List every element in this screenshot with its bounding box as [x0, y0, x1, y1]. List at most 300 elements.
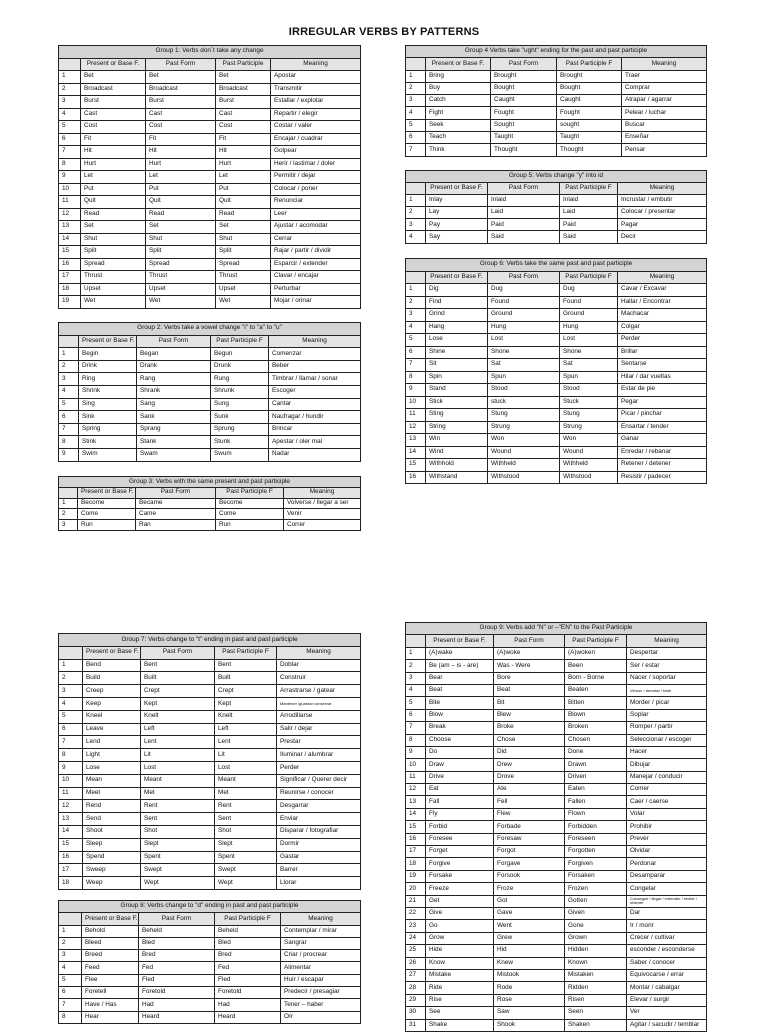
row-number: 7	[59, 736, 83, 749]
table-row	[59, 787, 361, 800]
meaning: Clavar / encajar	[271, 271, 361, 284]
table-row	[59, 962, 361, 974]
row-number: 8	[59, 158, 81, 171]
present-form: Thrust	[81, 271, 146, 284]
present-form: Drive	[426, 771, 494, 783]
table-row	[406, 982, 707, 994]
past-participle: Hidden	[565, 945, 627, 957]
row-number: 1	[406, 70, 426, 82]
meaning: Atrapar / agarrar	[622, 95, 707, 107]
table-row	[406, 384, 707, 397]
column-header: Meaning	[277, 646, 361, 659]
present-form: Grow	[426, 932, 494, 944]
row-number: 14	[406, 446, 426, 459]
present-form: Shine	[426, 346, 488, 359]
table-row	[406, 396, 707, 409]
table-row	[406, 132, 707, 144]
table-row	[59, 398, 361, 411]
present-form: Send	[83, 813, 141, 826]
table-row	[59, 183, 361, 196]
verb-table-g4	[405, 45, 707, 157]
table-row	[406, 309, 707, 322]
column-header	[59, 646, 83, 659]
table-row	[59, 974, 361, 986]
table-row	[406, 471, 707, 484]
present-form: Sing	[79, 398, 137, 411]
row-number: 11	[59, 787, 83, 800]
column-header	[406, 635, 426, 647]
column-header	[406, 58, 426, 70]
meaning: Brincar	[269, 423, 361, 436]
past-participle: Born - Borne	[565, 672, 627, 684]
present-form: Withstand	[426, 471, 488, 484]
past-form: Set	[146, 221, 216, 234]
meaning: Disparar / fotografiar	[277, 825, 361, 838]
past-participle: Ground	[560, 309, 618, 322]
row-number: 4	[406, 321, 426, 334]
present-form: Have / Has	[82, 999, 139, 1011]
past-participle: Cast	[216, 108, 271, 121]
row-number: 9	[406, 384, 426, 397]
table-row	[59, 864, 361, 877]
past-participle: Come	[216, 509, 284, 520]
row-number: 2	[59, 360, 79, 373]
present-form: Sting	[426, 409, 488, 422]
present-form: Mean	[83, 774, 141, 787]
table-row	[59, 171, 361, 184]
past-form: Lost	[488, 334, 560, 347]
row-number: 13	[59, 813, 83, 826]
table-row	[406, 932, 707, 944]
past-form: Won	[488, 434, 560, 447]
present-form: Ride	[426, 982, 494, 994]
table-row	[406, 321, 707, 334]
row-number: 5	[59, 398, 79, 411]
group-caption: Group 3: Verbs with the same present and past participle	[59, 477, 361, 488]
past-form: Fled	[139, 974, 215, 986]
past-participle: Broadcast	[216, 83, 271, 96]
past-form: Withstood	[488, 471, 560, 484]
past-form: Became	[136, 498, 216, 509]
present-form: Catch	[426, 95, 491, 107]
present-form: Think	[426, 144, 491, 156]
meaning: Apestar / oler mal	[269, 436, 361, 449]
past-participle: Foretold	[215, 987, 281, 999]
row-number: 2	[59, 83, 81, 96]
table-row	[59, 373, 361, 386]
row-number: 1	[406, 647, 426, 659]
meaning: Desgarrar	[277, 800, 361, 813]
meaning: Timbrar / llamar / sonar	[269, 373, 361, 386]
past-form: Broke	[494, 722, 565, 734]
row-number: 6	[406, 709, 426, 721]
row-number: 14	[59, 233, 81, 246]
table-row	[59, 520, 361, 531]
table-row	[59, 498, 361, 509]
past-participle: Spread	[216, 258, 271, 271]
column-header: Past Participle	[216, 58, 271, 71]
past-participle: Paid	[560, 219, 618, 231]
past-form: Chose	[494, 734, 565, 746]
meaning: Apostar	[271, 71, 361, 84]
present-form: Spend	[83, 851, 141, 864]
past-participle: Become	[216, 498, 284, 509]
past-participle: Fought	[557, 107, 622, 119]
meaning: Morder / picar	[627, 697, 707, 709]
past-form: Hung	[488, 321, 560, 334]
past-participle: Spun	[560, 371, 618, 384]
present-form: Broadcast	[81, 83, 146, 96]
group-caption: Group 2: Verbs take a vowel change "i" to "a" to "u"	[59, 323, 361, 336]
row-number: 3	[406, 672, 426, 684]
past-form: Inlaid	[488, 195, 560, 207]
row-number: 10	[59, 183, 81, 196]
row-number: 15	[59, 246, 81, 259]
present-form: See	[426, 1007, 494, 1019]
past-participle: Let	[216, 171, 271, 184]
past-form: Drove	[494, 771, 565, 783]
past-participle: Fallen	[565, 796, 627, 808]
past-participle: Broken	[565, 722, 627, 734]
past-participle: Forbidden	[565, 821, 627, 833]
meaning: Perder	[618, 334, 707, 347]
column-header: Past Participle F	[216, 487, 284, 498]
table-row	[59, 121, 361, 134]
past-form: Was - Were	[494, 660, 565, 672]
meaning: Enviar	[277, 813, 361, 826]
past-participle: Taught	[557, 132, 622, 144]
meaning: Soplar	[627, 709, 707, 721]
past-participle: Lost	[560, 334, 618, 347]
meaning: Herir / lastimar / doler	[271, 158, 361, 171]
meaning: Renunciar	[271, 196, 361, 209]
row-number: 2	[59, 509, 78, 520]
present-form: Bet	[81, 71, 146, 84]
table-row	[59, 146, 361, 159]
meaning: Prestar	[277, 736, 361, 749]
table-row	[59, 360, 361, 373]
table-row	[59, 509, 361, 520]
row-number: 11	[406, 409, 426, 422]
row-number: 13	[406, 434, 426, 447]
present-form: Begin	[79, 348, 137, 361]
present-form: Run	[78, 520, 136, 531]
past-form: Strung	[488, 421, 560, 434]
past-participle: Wept	[215, 877, 277, 890]
meaning: esconder / esconderse	[627, 945, 707, 957]
past-form: Lit	[141, 749, 215, 762]
meaning: Traer	[622, 70, 707, 82]
column-header: Present or Base F.	[426, 58, 491, 70]
table-row	[59, 71, 361, 84]
past-participle: Fled	[215, 974, 281, 986]
past-form: Caught	[491, 95, 557, 107]
table-row	[406, 144, 707, 156]
row-number: 28	[406, 982, 426, 994]
table-row	[59, 851, 361, 864]
present-form: Wind	[426, 446, 488, 459]
past-form: Shone	[488, 346, 560, 359]
past-form: Blew	[494, 709, 565, 721]
past-participle: Driven	[565, 771, 627, 783]
past-participle: Risen	[565, 994, 627, 1006]
past-participle: Put	[216, 183, 271, 196]
past-participle: Swum	[211, 448, 269, 461]
past-form: Bred	[139, 950, 215, 962]
meaning: Nacer / soportar	[627, 672, 707, 684]
past-form: Hid	[494, 945, 565, 957]
past-form: Laid	[488, 207, 560, 219]
column-header: Meaning	[618, 271, 707, 284]
row-number: 9	[406, 746, 426, 758]
meaning: Sentarse	[618, 359, 707, 372]
meaning: Predecir / presagiar	[281, 987, 361, 999]
column-header	[59, 335, 79, 348]
past-participle: Hurt	[216, 158, 271, 171]
past-form: Slept	[141, 838, 215, 851]
table-row	[406, 195, 707, 207]
past-participle: Lit	[215, 749, 277, 762]
present-form: Drink	[79, 360, 137, 373]
table-row	[59, 158, 361, 171]
meaning: Golpear	[271, 146, 361, 159]
present-form: Mistake	[426, 969, 494, 981]
row-number: 10	[59, 774, 83, 787]
row-number: 4	[406, 107, 426, 119]
table-row	[59, 999, 361, 1011]
table-row	[406, 421, 707, 434]
table-row	[406, 907, 707, 919]
past-participle: Known	[565, 957, 627, 969]
past-form: Forsook	[494, 870, 565, 882]
table-row	[59, 774, 361, 787]
past-form: Fought	[491, 107, 557, 119]
past-form: Fit	[146, 133, 216, 146]
past-participle: Stuck	[560, 396, 618, 409]
past-form: Wept	[141, 877, 215, 890]
table-row	[59, 283, 361, 296]
document-title: IRREGULAR VERBS BY PATTERNS	[288, 26, 480, 38]
meaning: Conseguir / llegar / entender / recibir / obtener	[627, 895, 707, 907]
table-row	[59, 925, 361, 937]
row-number: 12	[59, 208, 81, 221]
table-row	[406, 359, 707, 372]
present-form: Fight	[426, 107, 491, 119]
row-number: 15	[406, 821, 426, 833]
table-row	[406, 296, 707, 309]
meaning: Reunirse / conocer	[277, 787, 361, 800]
meaning: Retener / detener	[618, 459, 707, 472]
row-number: 7	[59, 423, 79, 436]
past-form: Forgave	[494, 858, 565, 870]
past-form: Put	[146, 183, 216, 196]
meaning: Dibujar	[627, 759, 707, 771]
present-form: Get	[426, 895, 494, 907]
past-form: Thrust	[146, 271, 216, 284]
table-row	[59, 825, 361, 838]
meaning: Cantar	[269, 398, 361, 411]
meaning: Caer / caerse	[627, 796, 707, 808]
present-form: Let	[81, 171, 146, 184]
group-caption: Group 9: Verbs add "N" or –"EN" to the Past Participle	[406, 623, 707, 635]
past-participle: Rung	[211, 373, 269, 386]
past-form: Lent	[141, 736, 215, 749]
past-form: Crept	[141, 685, 215, 698]
meaning: Agitar / sacudir / temblar	[627, 1019, 707, 1031]
table-row	[59, 258, 361, 271]
meaning: Machacar	[618, 309, 707, 322]
row-number: 4	[406, 684, 426, 696]
past-form: Heard	[139, 1011, 215, 1023]
row-number: 23	[406, 920, 426, 932]
past-participle: Burst	[216, 96, 271, 109]
table-row	[59, 411, 361, 424]
meaning: Enredar / rebanar	[618, 446, 707, 459]
present-form: Bear	[426, 672, 494, 684]
present-form: Flee	[82, 974, 139, 986]
past-participle: Wet	[216, 296, 271, 309]
table-row	[59, 950, 361, 962]
column-header: Present or Base F.	[82, 913, 139, 925]
meaning: Escoger	[269, 385, 361, 398]
present-form: Sweep	[83, 864, 141, 877]
column-header: Past Participle F	[557, 58, 622, 70]
row-number: 8	[59, 749, 83, 762]
row-number: 16	[406, 833, 426, 845]
present-form: Forsake	[426, 870, 494, 882]
table-row	[59, 83, 361, 96]
present-form: String	[426, 421, 488, 434]
meaning: Contemplar / mirar	[281, 925, 361, 937]
column-header: Past Form	[141, 646, 215, 659]
table-row	[406, 709, 707, 721]
column-header: Meaning	[284, 487, 361, 498]
meaning: Hacer	[627, 746, 707, 758]
present-form: Become	[78, 498, 136, 509]
meaning: Comprar	[622, 82, 707, 94]
past-form: Bet	[146, 71, 216, 84]
row-number: 11	[406, 771, 426, 783]
table-row	[406, 284, 707, 297]
row-number: 15	[59, 838, 83, 851]
past-participle: Shone	[560, 346, 618, 359]
past-participle: Set	[216, 221, 271, 234]
past-form: Bought	[491, 82, 557, 94]
past-form: Left	[141, 723, 215, 736]
past-form: Let	[146, 171, 216, 184]
verb-table-g5	[405, 170, 707, 244]
table-row	[406, 722, 707, 734]
past-participle: Chosen	[565, 734, 627, 746]
past-form: Shut	[146, 233, 216, 246]
meaning: Volverse / llegar a ser	[284, 498, 361, 509]
column-header: Past Participle F	[560, 271, 618, 284]
present-form: Choose	[426, 734, 494, 746]
present-form: Forget	[426, 846, 494, 858]
meaning: Picar / pinchar	[618, 409, 707, 422]
table-row	[59, 436, 361, 449]
row-number: 13	[406, 796, 426, 808]
past-participle: Blown	[565, 709, 627, 721]
past-participle: Cost	[216, 121, 271, 134]
row-number: 30	[406, 1007, 426, 1019]
past-participle: Strung	[560, 421, 618, 434]
past-form: Shot	[141, 825, 215, 838]
table-row	[59, 96, 361, 109]
present-form: Hurt	[81, 158, 146, 171]
past-participle: Won	[560, 434, 618, 447]
past-form: Fell	[494, 796, 565, 808]
present-form: Shake	[426, 1019, 494, 1031]
past-participle: Swept	[215, 864, 277, 877]
table-row	[59, 348, 361, 361]
meaning: Pagar	[618, 219, 707, 231]
meaning: Costar / valer	[271, 121, 361, 134]
past-participle: Laid	[560, 207, 618, 219]
table-row	[59, 448, 361, 461]
past-participle: Been	[565, 660, 627, 672]
verb-table-g6	[405, 258, 707, 484]
row-number: 27	[406, 969, 426, 981]
present-form: Draw	[426, 759, 494, 771]
verb-table-g1	[58, 45, 361, 309]
past-form: Brought	[491, 70, 557, 82]
present-form: Read	[81, 208, 146, 221]
column-header: Past Form	[494, 635, 565, 647]
past-participle: Bitten	[565, 697, 627, 709]
meaning: Colocar / poner	[271, 183, 361, 196]
present-form: Rend	[83, 800, 141, 813]
past-form: Wound	[488, 446, 560, 459]
table-row	[59, 736, 361, 749]
meaning: Correr	[284, 520, 361, 531]
meaning: Cavar / Excavar	[618, 284, 707, 297]
present-form: Foretell	[82, 987, 139, 999]
row-number: 6	[59, 723, 83, 736]
present-form: Rise	[426, 994, 494, 1006]
meaning: Romper / partir	[627, 722, 707, 734]
meaning: Cerrar	[271, 233, 361, 246]
table-row	[59, 196, 361, 209]
verb-table-g9	[405, 622, 707, 1032]
present-form: Shut	[81, 233, 146, 246]
table-row	[406, 684, 707, 696]
past-participle: Forsaken	[565, 870, 627, 882]
past-participle: Shut	[216, 233, 271, 246]
past-participle: Bred	[215, 950, 281, 962]
meaning: Tener – haber	[281, 999, 361, 1011]
row-number: 9	[59, 761, 83, 774]
table-row	[406, 734, 707, 746]
present-form: Forbid	[426, 821, 494, 833]
table-row	[406, 660, 707, 672]
table-row	[406, 870, 707, 882]
table-row	[59, 659, 361, 672]
column-header	[406, 183, 426, 195]
row-number: 4	[406, 231, 426, 243]
past-form: Gave	[494, 907, 565, 919]
row-number: 5	[59, 710, 83, 723]
table-row	[59, 108, 361, 121]
present-form: Know	[426, 957, 494, 969]
column-header: Present or Base F.	[426, 635, 494, 647]
past-form: Cast	[146, 108, 216, 121]
present-form: Fly	[426, 808, 494, 820]
row-number: 14	[59, 825, 83, 838]
row-number: 16	[59, 851, 83, 864]
table-row	[406, 784, 707, 796]
column-header: Past Participle F	[211, 335, 269, 348]
